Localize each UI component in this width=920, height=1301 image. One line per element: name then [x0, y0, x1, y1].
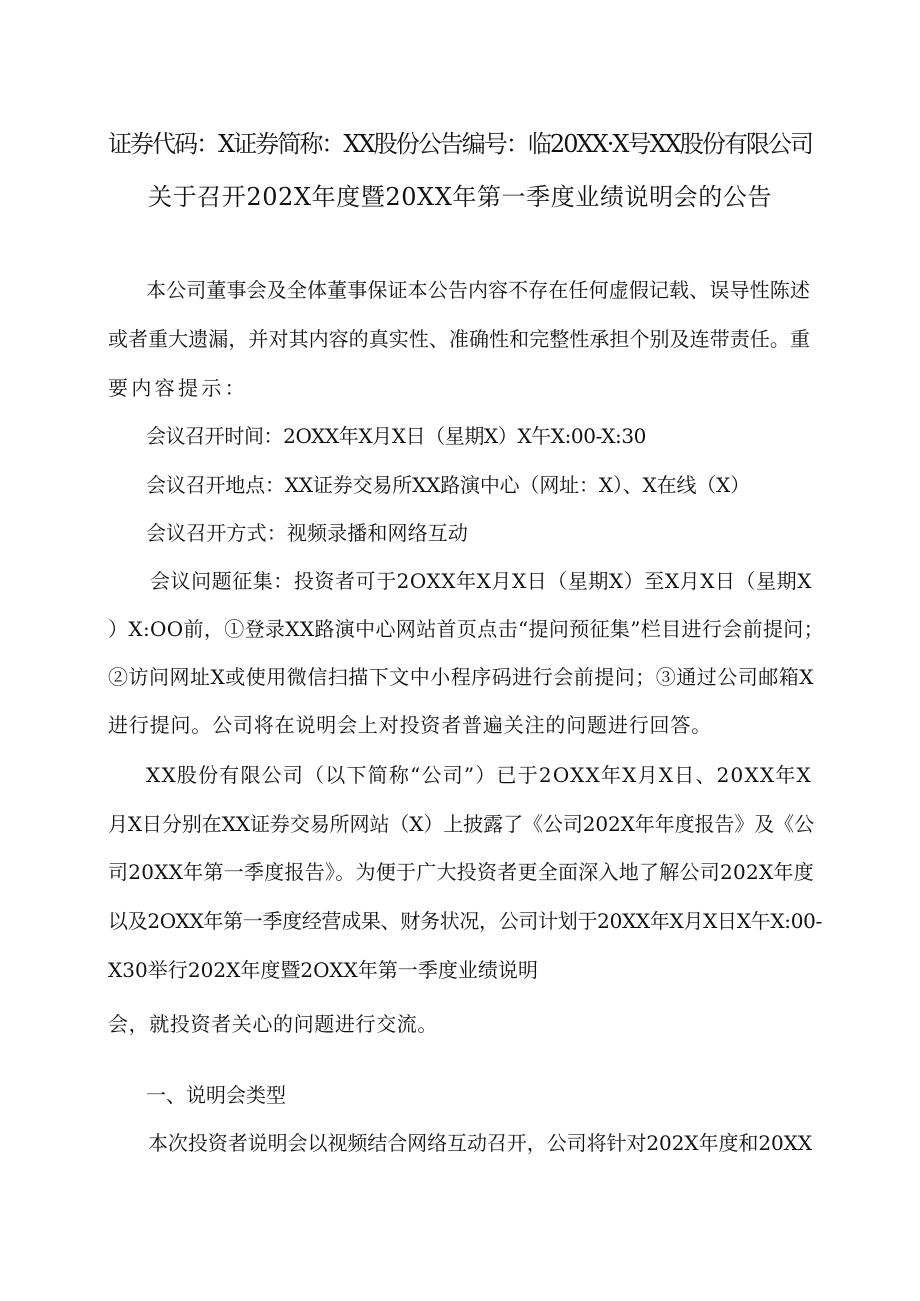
body-line: 以及2OXX年第一季度经营成果、财务状况，公司计划于20XX年X月X日X午X:00-: [108, 909, 822, 933]
section-heading: 一、说明会类型: [146, 1083, 286, 1107]
body-line: 本公司董事会及全体董事保证本公告内容不存在任何虚假记载、误导性陈述: [146, 278, 810, 302]
body-line: 要内容提示：: [108, 376, 248, 400]
body-line: XX股份有限公司（以下简称“公司”）已于2OXX年X月X日、20XX年X: [146, 763, 812, 787]
body-line: 或者重大遗漏，并对其内容的真实性、准确性和完整性承担个别及连带责任。重: [108, 327, 810, 351]
meeting-time-line: 会议召开时间：2OXX年X月X日（星期X）X午X:00-X:30: [146, 424, 646, 448]
body-line: 会，就投资者关心的问题进行交流。: [108, 1012, 438, 1036]
header-line-1: 证券代码：X证券简称：XX股份公告编号：临20XX·X号XX股份有限公司: [108, 130, 812, 158]
body-line: ）X:OO前，①登录XX路演中心网站首页点击“提问预征集”栏目进行会前提问；: [108, 617, 824, 641]
body-line: 会议问题征集：投资者可于2OXX年X月X日（星期X）至X月X日（星期X: [150, 569, 812, 593]
body-line: 月X日分别在XX证券交易所网站（X）上披露了《公司202X年年度报告》及《公: [108, 812, 814, 836]
body-line: ②访问网址X或使用微信扫描下文中小程序码进行会前提问；③通过公司邮箱X: [108, 665, 814, 689]
body-line: X30举行202X年度暨2OXX年第一季度业绩说明: [108, 958, 538, 982]
header-line-2: 关于召开202X年度暨20XX年第一季度业绩说明会的公告: [148, 183, 772, 211]
body-line: 司20XX年第一季度报告》。为便于广大投资者更全面深入地了解公司202X年度: [108, 860, 814, 884]
meeting-location-line: 会议召开地点：XX证券交易所XX路演中心（网址：X）、X在线（X）: [146, 473, 750, 497]
body-line: 进行提问。公司将在说明会上对投资者普遍关注的问题进行回答。: [108, 713, 712, 737]
meeting-format-line: 会议召开方式：视频录播和网络互动: [146, 521, 468, 545]
body-line: 本次投资者说明会以视频结合网络互动召开，公司将针对202X年度和20XX: [148, 1131, 812, 1155]
